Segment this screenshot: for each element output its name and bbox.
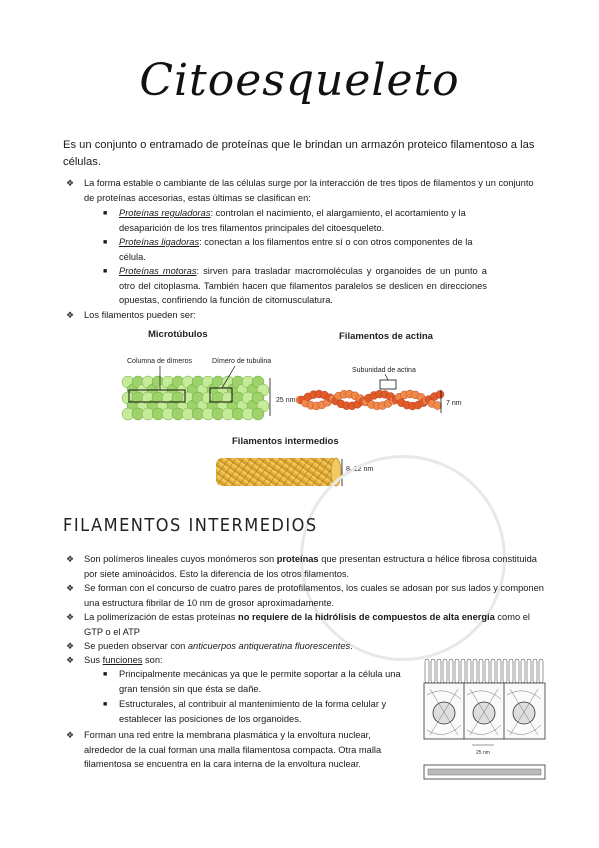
diamond-bullet-icon: ❖ (66, 730, 75, 740)
square-bullet-icon: ■ (103, 268, 108, 275)
section-heading-intermedios: FILAMENTOS INTERMEDIOS (63, 515, 318, 536)
diamond-bullet-icon: ❖ (66, 641, 75, 651)
diamond-bullet-icon: ❖ (66, 178, 75, 188)
page-title: Citoesqueleto (139, 55, 460, 106)
intermediate-filament-drawing (216, 458, 338, 486)
microtubule-drawing (122, 376, 269, 420)
diamond-bullet-icon: ❖ (66, 655, 75, 665)
term-ligadoras: Proteínas ligadoras (119, 237, 200, 247)
text-underline-funciones: funciones (102, 655, 143, 665)
text-italic-anticuerpos: anticuerpos antiqueratina fluorescentes (187, 641, 351, 651)
term-reguladoras: Proteínas reguladoras (119, 208, 211, 218)
bullet-filamentos: Los filamentos pueden ser: (84, 310, 196, 320)
label-dimero-tubulina: Dímero de tubulina (212, 358, 272, 365)
text-segment: como el GTP o el ATP (84, 612, 530, 637)
bullet-anticuerpos (84, 639, 484, 654)
label-microtubulos: Microtúbulos (148, 329, 208, 340)
diamond-bullet-icon: ❖ (66, 310, 75, 320)
microvilli-drawing (425, 659, 543, 683)
desc-motoras: : sirven para trasladar macromoléculas y organoides de un punto a otro del citoplasma. También hacen que filamentos paralelos se deslicen en direcciones opuestas, confiriendo la función de citomusculatura. (119, 266, 487, 305)
text-bold-hidrolisis: no requiere de la hidrólisis de compuestos de alta energía (238, 612, 495, 622)
label-intermedios: Filamentos intermedios (232, 436, 339, 447)
label-mt-size: 25 nm (276, 397, 296, 404)
label-subunidad-actina: Subunidad de actina (352, 367, 416, 374)
square-bullet-icon: ■ (103, 239, 108, 246)
text-segment: Se pueden observar con (84, 641, 188, 651)
text-segment: Sus (84, 655, 103, 665)
desc-ligadoras: : conectan a los filamentos entre sí o con otros componentes de la célula. (119, 237, 473, 262)
sub-item-mecanicas: Principalmente mecánicas ya que le permite soportar a la célula una gran tensión sin que ésta se dañe. (119, 669, 401, 694)
desc-reguladoras: : controlan el nacimiento, el alargamiento, el acortamiento y la desaparición de los tres filamentos principales del citoesqueleto. (119, 208, 466, 233)
text-segment: Son polímeros lineales cuyos monómeros son (84, 554, 277, 564)
label-act-size: 7 nm (446, 400, 462, 407)
bullet-protofilamentos: Se forman con el concurso de cuatro pares de protofilamentos, los cuales se adosan por sus lados y componen una estructura fibrilar de 10 nm de grosor aproximadamente. (84, 583, 544, 608)
square-bullet-icon: ■ (103, 701, 108, 708)
square-bullet-icon: ■ (103, 210, 108, 217)
bullet-polimeros (84, 552, 544, 581)
diamond-bullet-icon: ❖ (66, 554, 75, 564)
text-bold-proteinas: proteínas (276, 554, 319, 564)
text-segment: que presentan estructura α hélice fibrosa constituida por siete aminoácidos. Esto la diferencia de los otros filamentos. (84, 554, 537, 579)
label-int-size: 8–12 nm (346, 466, 374, 473)
epithelial-cells-illustration (422, 655, 547, 785)
bullet-forma-estable: La forma estable o cambiante de las células surge por la interacción de tres tipos de filamentos y un conjunto de proteínas accesorias, estas últimas se clasifican en: (84, 178, 534, 203)
bullet-polimerizacion (84, 610, 544, 639)
bullet-red: Forman una red entre la membrana plasmática y la envoltura nuclear, alrededor de la cual forman una malla filamentosa compacta. Otra malla filamentosa se encuentra en la cara interna de la envoltura nuclear. (84, 730, 382, 769)
text-segment: La polimerización de estas proteínas (84, 612, 239, 622)
text-segment: son: (142, 655, 163, 665)
diamond-bullet-icon: ❖ (66, 612, 75, 622)
square-bullet-icon: ■ (103, 671, 108, 678)
label-actina: Filamentos de actina (339, 331, 433, 342)
text-segment: . (350, 641, 353, 651)
diamond-bullet-icon: ❖ (66, 583, 75, 593)
label-columna-dimeros: Columna de dímeros (127, 358, 192, 365)
actin-drawing (296, 390, 444, 410)
intro-paragraph: Es un conjunto o entramado de proteínas que le brindan un armazón proteico filamentoso a las células. (63, 139, 535, 168)
sub-item-estructurales: Estructurales, al contribuir al mantenimiento de la forma celular y establecer las posiciones de los organoides. (119, 699, 387, 724)
term-motoras: Proteínas motoras (119, 266, 197, 276)
bullet-funciones (84, 653, 384, 668)
cells-scale-label: 25 nm (476, 750, 490, 756)
